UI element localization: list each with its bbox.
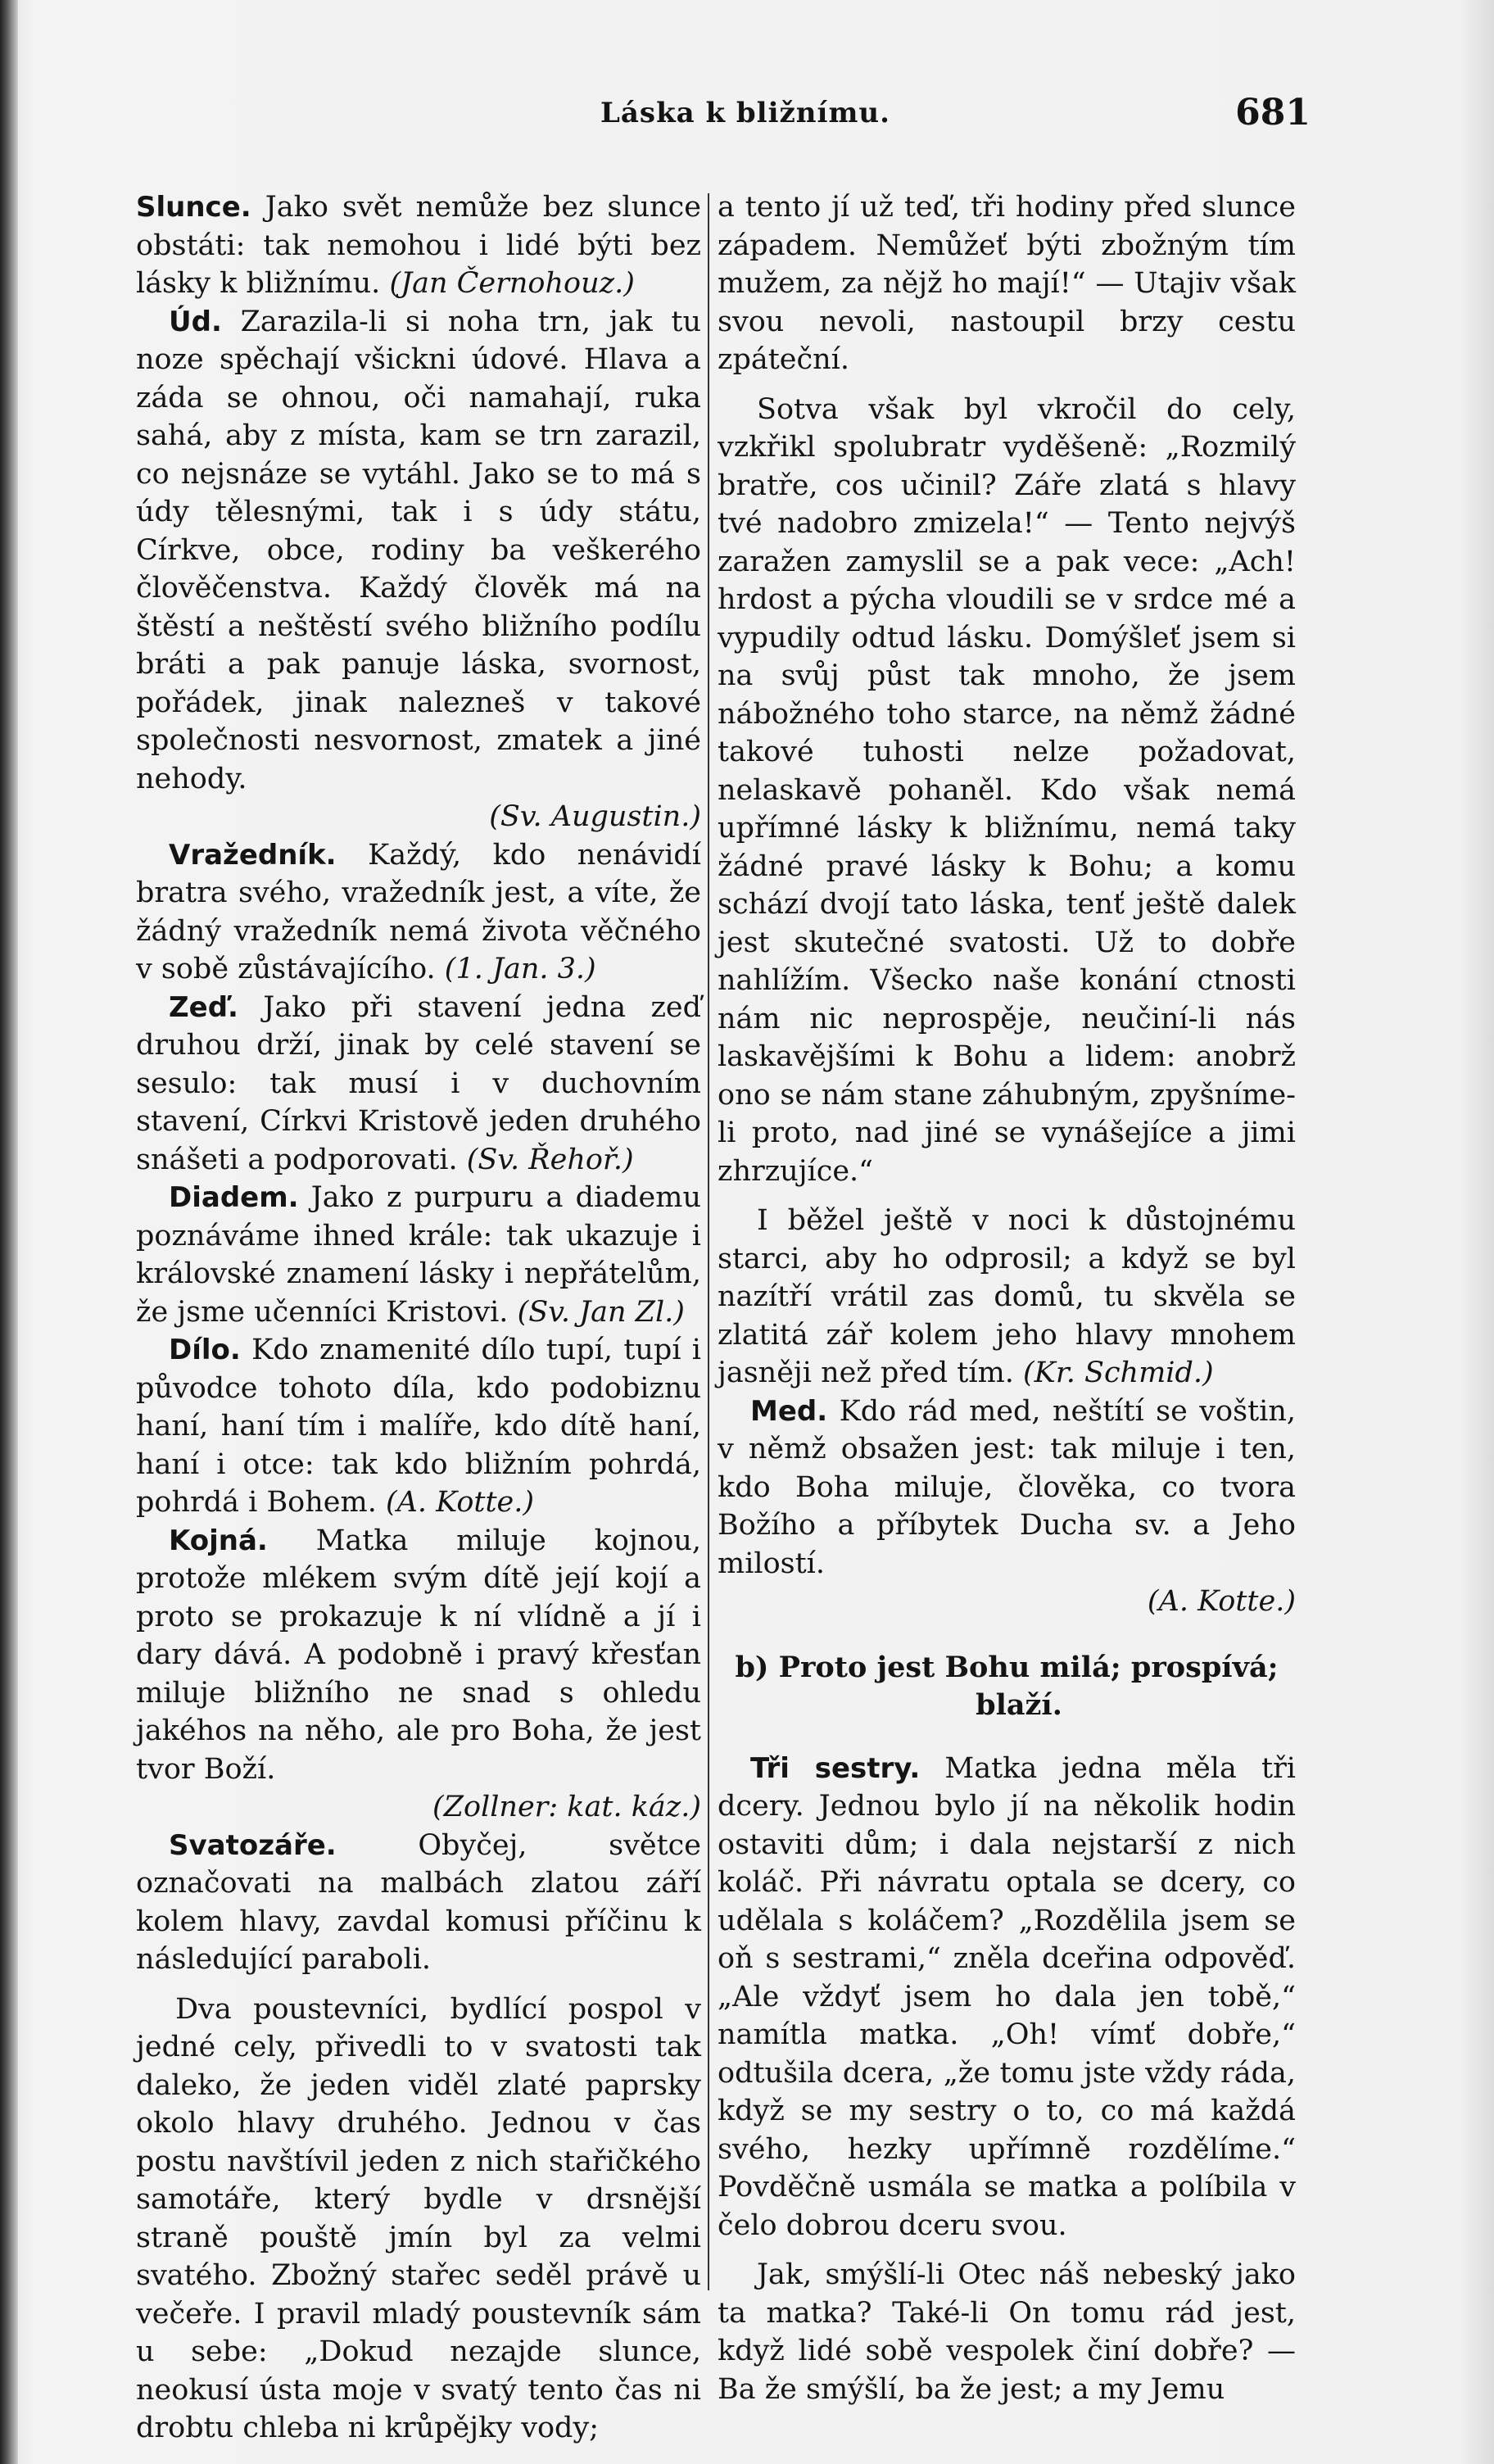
citation: (Sv. Augustin.) xyxy=(489,800,701,833)
keyword: Svatozáře. xyxy=(169,1828,337,1862)
keyword: Kojná. xyxy=(169,1524,268,1557)
keyword: Tři sestry. xyxy=(750,1751,921,1785)
entry-text: Kdo znamenité dílo tupí, tupí i původce tohoto díla, kdo podobiznu haní, haní tím i malíře, kdo dítě haní, haní i otce: tak kdo bližním pohrdá, pohrdá i Bohem. xyxy=(136,1334,701,1519)
keyword: Diadem. xyxy=(169,1181,299,1214)
citation: (Kr. Schmid.) xyxy=(1023,1357,1214,1389)
entry-text: Matka jedna měla tři dcery. Jednou bylo jí na několik hodin ostaviti dům; i dala nejstarší z nich koláč. Při návratu optala se dcery, co udělala s koláčem? „Rozdělila jsem se oň s sestrami,“ zněla dceřina odpověď. „Ale vždyť jsem ho dala jen tobě,“ namítla matka. „Oh! vímť dobře,“ odtušila dcera, „že tomu jste vždy ráda, když se my sestry o to, co má každá svého, hezky upřímně rozdělíme.“ Povděčně usmála se matka a políbila v čelo dobrou dceru svou. xyxy=(718,1751,1296,2242)
page-binding-edge xyxy=(0,0,18,2464)
citation: (Jan Černohouz.) xyxy=(389,267,635,300)
entry-slunce xyxy=(136,188,701,303)
citation: (Sv. Řehoř.) xyxy=(466,1143,634,1176)
entry-kojna xyxy=(136,1522,701,1827)
entry-vraznik xyxy=(136,836,701,989)
entry-text: Jako svět nemůže bez slunce obstáti: tak nemohou i lidé býti bez lásky k bližnímu. xyxy=(136,191,701,300)
keyword: Slunce. xyxy=(136,191,251,224)
entry-text: Obyčej, světce označovati na malbách zlatou září kolem hlavy, zavdal komusi příčinu k následující paraboli. xyxy=(136,1828,701,1976)
entry-med xyxy=(718,1393,1296,1621)
citation: (Sv. Jan Zl.) xyxy=(517,1295,685,1329)
keyword: Dílo. xyxy=(169,1334,241,1366)
entry-dilo xyxy=(136,1331,701,1522)
keyword: Med. xyxy=(750,1394,828,1428)
parable-paragraph-1: Dva poustevníci, bydlící pospol v jedné cely, přivedli to v svatosti tak daleko, že jeden viděl zlaté paprsky okolo hlavy druhého. Jednou v čas postu navštívil jeden z nich stařičkého samotáře, který bydle v drsnější straně pouště jmín byl za velmi svatého. Zbožný stařec seděl právě u večeře. I pravil mladý poustevník sám u sebe: „Dokud nezajde slunce, neokusí ústa moje v svatý tento čas ni drobtu chleba ni krůpějky vody; xyxy=(136,1992,701,2444)
entry-text: Kdo rád med, neštítí se voštin, v němž obsažen jest: tak miluje i ten, kdo Boha miluje, člověka, co tvora Božího a příbytek Ducha sv. a Jeho milostí. xyxy=(718,1394,1296,1580)
entry-zed xyxy=(136,989,701,1180)
entry-ud xyxy=(136,303,701,836)
right-column xyxy=(718,188,1296,2408)
entry-tri-sestry xyxy=(718,1750,1296,2245)
citation: (A. Kotte.) xyxy=(385,1486,535,1519)
entry-text: Matka miluje kojnou, protože mlékem svým dítě její kojí a proto se prokazuje k ní vlídně a jí i dary dává. A podobně i pravý křesťan miluje bližního ne snad s ohledu jakéhos na něho, ale pro Boha, že jest tvor Boží. xyxy=(136,1524,701,1786)
column-divider xyxy=(708,193,709,2290)
entry-text: Jako při stavení jedna zeď druhou drží, jinak by celé stavení se sesulo: tak musí i v duchovním stavení, Církvi Kristově jeden druhého snášeti a podporovati. xyxy=(136,990,701,1176)
entry-diadem xyxy=(136,1179,701,1331)
citation: (A. Kotte.) xyxy=(1147,1585,1296,1618)
parable-paragraph-2: a tento jí už teď, tři hodiny před slunce západem. Nemůžeť býti zbožným tím mužem, za nějž ho mají!“ — Utajiv však svou nevoli, nastoupil brzy cestu zpáteční. xyxy=(718,191,1296,376)
entry-text: Zarazila-li si noha trn, jak tu noze spěchají všickni údové. Hlava a záda se ohnou, oči namahají, ruka sahá, aby z místa, kam se trn zarazil, co nejsnáze se vytáhl. Jako se to má s údy tělesnými, tak i s údy státu, Církve, obce, rodiny ba veškerého člověčenstva. Každý člověk má na štěstí a neštěstí svého bližního podílu bráti a pak panuje láska, svornost, pořádek, jinak nalezneš v takové společnosti nesvornost, zmatek a jiné nehody. xyxy=(136,305,701,795)
entry-text: Každý, kdo nenávidí bratra svého, vražedník jest, a víte, že žádný vražedník nemá života věčného v sobě zůstávajícího. xyxy=(136,838,701,985)
parable-paragraph-3: Sotva však byl vkročil do cely, vzkřikl spolubratr vyděšeně: „Rozmilý bratře, cos učinil? Záře zlatá s hlavy tvé nadobro zmizela!“ — Tento nejvýš zaražen zamyslil se a pak vece: „Ach! hrdost a pýcha vloudili se v srdce mé a vypudily odtud lásku. Domýšleť jsem si na svůj půst tak mnoho, že jsem nábožného toho starce, na němž žádné takové tuhosti nelze požadovat, nelaskavě pohaněl. Kdo však nemá upřímné lásky k bližnímu, nemá taky žádné pravé lásky k Bohu; a komu schází dvojí tato láska, tenť ještě dalek jest skutečné svatosti. Už to dobře nahlížím. Všecko naše konání ctnosti nám nic neprospěje, neučiní-li nás laskavějšími k Bohu a lidem: anobrž ono se nám stane záhubným, zpyšníme-li proto, nad jiné se vynášejíce a jimi zhrzujíce.“ xyxy=(718,392,1296,1188)
entry-text: Jako z purpuru a diademu poznáváme ihned krále: tak ukazuje i královské znamení lásky i nepřátelům, že jsme učenníci Kristovi. xyxy=(136,1181,701,1329)
keyword: Úd. xyxy=(169,305,222,338)
section-heading: b) Proto jest Bohu milá; prospívá; blaží. xyxy=(735,1650,1279,1722)
parable-paragraph-4 xyxy=(718,1202,1296,1393)
closing-paragraph: Jak, smýšlí-li Otec náš nebeský jako ta matka? Také-li On tomu rád jest, když lidé sobě vespolek činí dobře? — Ba že smýšlí, ba že jest; a my Jemu xyxy=(718,2258,1296,2406)
page-number: 681 xyxy=(1235,92,1311,134)
keyword: Vražedník. xyxy=(169,838,337,872)
citation: (1. Jan. 3.) xyxy=(444,953,596,985)
paragraph-text: I běžel ještě v noci k důstojnému starci, aby ho odprosil; a když se byl nazítří vrátil zas domů, tu skvěla se zlatitá zář kolem jeho hlavy mnohem jasněji než před tím. xyxy=(718,1204,1296,1389)
running-title: Láska k bližnímu. xyxy=(600,97,890,129)
entry-svatozare xyxy=(136,1827,701,1979)
citation: (Zollner: kat. káz.) xyxy=(432,1791,701,1823)
keyword: Zeď. xyxy=(169,990,238,1024)
left-column xyxy=(136,188,701,2448)
